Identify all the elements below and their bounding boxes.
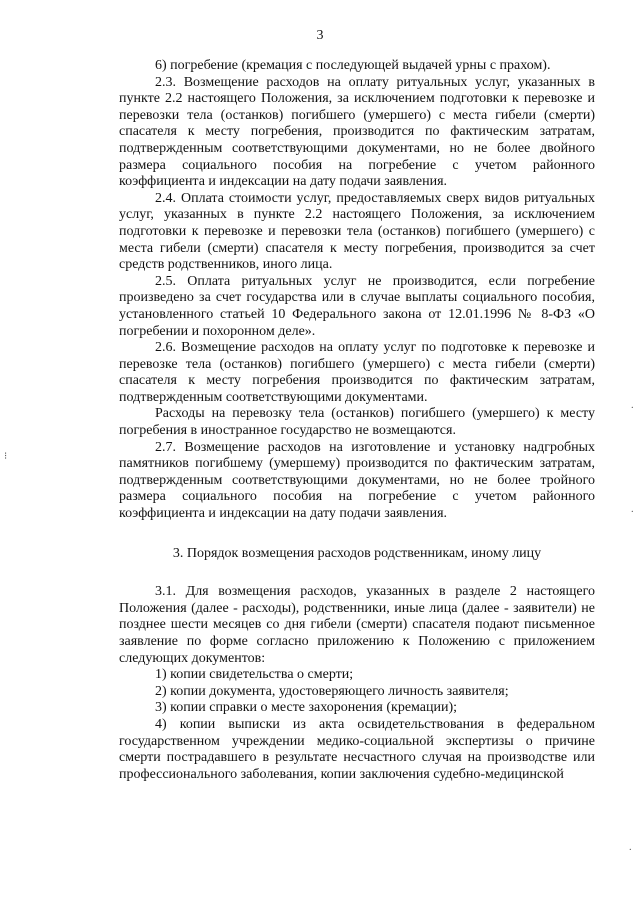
- document-list-item-2: 2) копии документа, удостоверяющего личность заявителя;: [155, 683, 509, 699]
- page-number: 3: [316, 28, 324, 43]
- paragraph-2-5: 2.5. Оплата ритуальных услуг не производится, если погребение произведено за счет государства или в случае выплаты социального пособия, установленного статьей 10 Федерального закона от 12.01.1996 № 8-ФЗ «О погребении и похоронном деле».: [119, 273, 595, 339]
- paragraph-list-item-6: 6) погребение (кремация с последующей выдачей урны с прахом).: [155, 58, 551, 73]
- scan-edge-mark: ⁝: [4, 451, 8, 462]
- paragraph-2-4: 2.4. Оплата стоимости услуг, предоставляемых сверх видов ритуальных услуг, указанных в пункте 2.2 настоящего Положения, за исключением подготовки к перевозке и перевозки тела (останков) погибшего (умершего) с места гибели (смерти) спасателя к месту погребения, производится за счет средств родственников, иного лица.: [119, 190, 595, 273]
- paragraph-transport-abroad: Расходы на перевозку тела (останков) погибшего (умершего) к месту погребения в иностранное государство не возмещаются.: [119, 406, 595, 439]
- scan-edge-mark: ·: [630, 403, 634, 414]
- scan-edge-mark: ·: [628, 845, 632, 856]
- document-body: [119, 58, 595, 783]
- paragraph-3-1: 3.1. Для возмещения расходов, указанных в разделе 2 настоящего Положения (далее - расходы), родственники, иные лица (далее - заявители) не позднее шести месяцев со дня гибели (смерти) спасателя подают письменное заявление по форме согласно приложению к Положению с приложением следующих документов:: [119, 584, 595, 666]
- paragraph-2-3: 2.3. Возмещение расходов на оплату ритуальных услуг, указанных в пункте 2.2 настоящего Положения, за исключением подготовки к перевозке и перевозки тела (останков) погибшего (умершего) с места гибели (смерти) спасателя к месту погребения, производится по фактическим затратам, подтвержденным соответствующими документами, но не более двойного размера социального пособия на погребение с учетом районного коэффициента и индексации на дату подачи заявления.: [119, 74, 595, 190]
- scan-edge-mark: ·: [630, 507, 634, 518]
- section-heading: 3. Порядок возмещения расходов родственникам, иному лицу: [172, 545, 542, 561]
- document-list-item-1: 1) копии свидетельства о смерти;: [155, 667, 354, 683]
- paragraph-2-7: 2.7. Возмещение расходов на изготовление и установку надгробных памятников погибшему (умершему) производится по фактическим затратам, подтвержденным соответствующими документами, но не более тройного размера социального пособия на погребение с учетом районного коэффициента и индексации на дату подачи заявления.: [119, 439, 595, 522]
- document-list-item-4: 4) копии выписки из акта освидетельствования в федеральном государственном учреждении медико-социальной экспертизы о причине смерти пострадавшего в результате несчастного случая на производстве или профессионального заболевания, копии заключения судебно-медицинской: [119, 716, 595, 782]
- document-list-item-3: 3) копии справки о месте захоронения (кремации);: [155, 700, 458, 716]
- paragraph-2-6: 2.6. Возмещение расходов на оплату услуг по подготовке к перевозке и перевозке тела (останков) погибшего (умершего) с места гибели (смерти) спасателя к месту погребения производится по фактическим затратам, подтвержденным соответствующими документами.: [119, 340, 595, 405]
